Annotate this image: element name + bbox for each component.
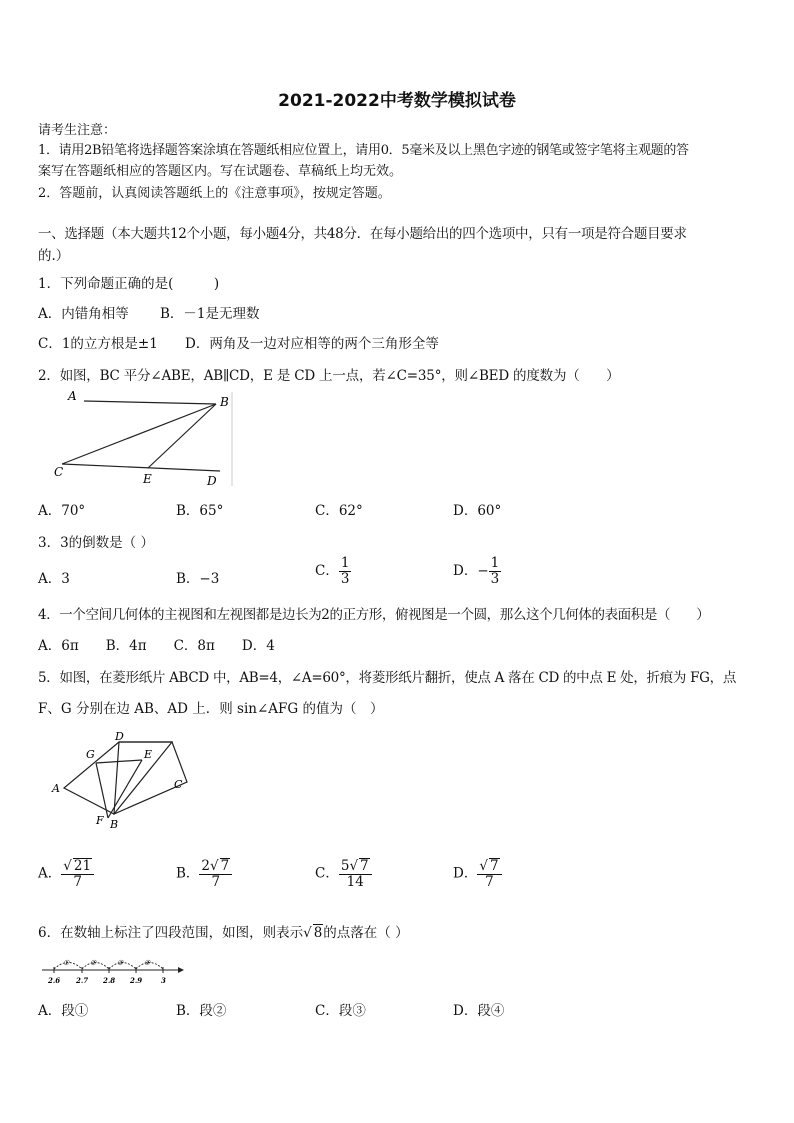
q5-option-b-denominator: 7 — [211, 874, 221, 890]
q5-label-b: B — [110, 818, 119, 831]
q2-stem: 2．如图，BC 平分∠ABE，AB∥CD，E 是 CD 上一点，若∠C=35°，则∠BED 的度数为（ ） — [38, 368, 620, 384]
q2-line-be — [148, 404, 216, 468]
q6-tick-label-26: 2.6 — [48, 976, 61, 985]
notice-line-2: 2．答题前，认真阅读答题纸上的《注意事项》，按规定答题。 — [38, 186, 391, 201]
q6-tick-label-27: 2.7 — [76, 976, 89, 985]
q2-option-d: D．60° — [453, 503, 502, 519]
q1-option-a: A．内错角相等 — [38, 306, 129, 322]
q6-tick-label-28: 2.8 — [103, 976, 116, 985]
q6-segment-2: ② — [90, 959, 97, 967]
q6-option-a: A．段① — [38, 1003, 89, 1019]
q3-option-d-prefix: D．− — [453, 563, 489, 579]
q5-stem-line-1: 5．如图，在菱形纸片 ABCD 中，AB=4，∠A=60°，将菱形纸片翻折，使点 A 落在 CD 的中点 E 处，折痕为 FG，点 — [38, 670, 737, 686]
q5-option-b-prefix: B． — [176, 865, 200, 882]
q2-option-a: A．70° — [38, 503, 86, 519]
q3-stem: 3．3的倒数是（ ） — [38, 535, 154, 551]
q6-stem-suffix: 的点落在（ ） — [323, 925, 409, 941]
q5-option-a-prefix: A． — [38, 865, 62, 882]
q5-option-a-denominator: 7 — [73, 874, 82, 890]
q2-figure — [50, 386, 240, 490]
page-title: 2021-2022中考数学模拟试卷 — [278, 91, 516, 111]
q5-option-b-radicand: 7 — [220, 858, 230, 874]
q2-label-a: A — [68, 389, 77, 403]
q6-tick-label-29: 2.9 — [130, 976, 143, 985]
q5-option-d: D． $\frac{√ 7}{7}$ — [453, 858, 502, 890]
q5-option-c-prefix: C． — [315, 865, 339, 882]
q5-option-c-coefficient: 5 — [340, 858, 350, 874]
q2-line-cd — [62, 464, 220, 471]
q3-option-d — [453, 556, 501, 587]
q5-option-b-coefficient: 2 — [201, 858, 211, 874]
q3-option-a: A．3 — [38, 571, 70, 587]
q3-option-c — [315, 556, 351, 587]
q4-stem: 4．一个空间几何体的主视图和左视图都是边长为2的正方形，俯视图是一个圆，那么这个几何体的表面积是（ ） — [38, 607, 710, 623]
q2-line-bc — [62, 404, 216, 464]
q5-label-g: G — [86, 748, 95, 761]
notice-line-1: 1．请用2B铅笔将选择题答案涂填在答题纸相应位置上，请用0．5毫米及以上黑色字迹的钢笔或签字笔将主观题的答 — [38, 143, 689, 158]
q5-option-b: B． $\frac{2√ 7}{7}$ — [176, 858, 232, 890]
q3-option-b: B．−3 — [176, 571, 220, 587]
q6-tick-label-3: 3 — [161, 976, 166, 985]
q5-stem-line-2: F、G 分别在边 AB、AD 上．则 sin∠AFG 的值为（ ） — [38, 701, 384, 717]
q6-segment-1: ① — [63, 959, 70, 967]
q6-stem: 6．在数轴上标注了四段范围，如图，则表示√ 8的点落在（ ） — [38, 925, 409, 941]
q6-axis-arrow-icon — [178, 967, 184, 973]
q5-label-e: E — [144, 748, 153, 761]
q6-stem-prefix: 6．在数轴上标注了四段范围，如图，则表示 — [38, 925, 304, 941]
q5-figure — [44, 730, 194, 836]
q5-option-d-radicand: 7 — [489, 858, 499, 874]
q1-option-d: D．两角及一边对应相等的两个三角形全等 — [185, 336, 439, 352]
q5-option-c-denominator: 14 — [346, 874, 364, 890]
q6-option-b: B．段② — [176, 1003, 227, 1019]
q2-option-b: B．65° — [176, 503, 224, 519]
q4-options: A．6π B．4π C．8π D．4 — [38, 638, 275, 654]
q6-number-line — [38, 954, 188, 988]
q3-option-d-numerator: 1 — [490, 555, 500, 571]
notice-heading: 请考生注意： — [38, 123, 117, 138]
q3-option-c-prefix: C． — [315, 563, 339, 579]
q5-label-f: F — [96, 814, 104, 827]
q6-segment-3: ③ — [117, 959, 124, 967]
q5-label-a: A — [52, 782, 60, 795]
q6-option-d: D．段④ — [453, 1003, 505, 1019]
q3-option-d-denominator: 3 — [490, 571, 500, 587]
q6-stem-radicand: 8 — [313, 925, 323, 941]
q2-line-ab — [84, 401, 216, 404]
q5-option-a: A． $\frac{√ 21}{7}$ — [38, 858, 94, 890]
q5-line-ge — [96, 760, 142, 763]
q3-option-c-numerator: 1 — [340, 555, 350, 571]
q2-option-c: C．62° — [315, 503, 363, 519]
q5-option-d-prefix: D． — [453, 865, 478, 882]
section-heading-line-1: 一、选择题（本大题共12个小题，每小题4分，共48分．在每小题给出的四个选项中，只有一项是符合题目要求 — [38, 226, 687, 242]
section-heading-line-2: 的.） — [38, 248, 70, 264]
q5-label-d: D — [115, 730, 124, 743]
q2-label-c: C — [54, 465, 64, 479]
q1-option-b: B．－1是无理数 — [160, 306, 260, 322]
q2-label-b: B — [220, 395, 229, 409]
q6-option-c: C．段③ — [315, 1003, 366, 1019]
q5-option-d-denominator: 7 — [485, 874, 494, 890]
q5-label-c: C — [174, 778, 183, 791]
q1-option-c: C．1的立方根是±1 — [38, 336, 158, 352]
notice-line-1b: 案写在答题纸相应的答题区内。写在试题卷、草稿纸上均无效。 — [38, 164, 403, 179]
q5-option-c: C． $\frac{5√ 7}{14}$ — [315, 858, 372, 890]
q5-option-a-radicand: 21 — [73, 858, 92, 874]
q5-option-c-radicand: 7 — [360, 858, 369, 874]
q2-label-e: E — [143, 472, 152, 486]
q2-label-d: D — [207, 474, 217, 488]
q5-fold-gf — [96, 763, 108, 818]
q6-segment-4: ④ — [144, 959, 151, 967]
q3-option-c-denominator: 3 — [340, 571, 350, 587]
q1-stem: 1．下列命题正确的是( ) — [38, 276, 220, 292]
